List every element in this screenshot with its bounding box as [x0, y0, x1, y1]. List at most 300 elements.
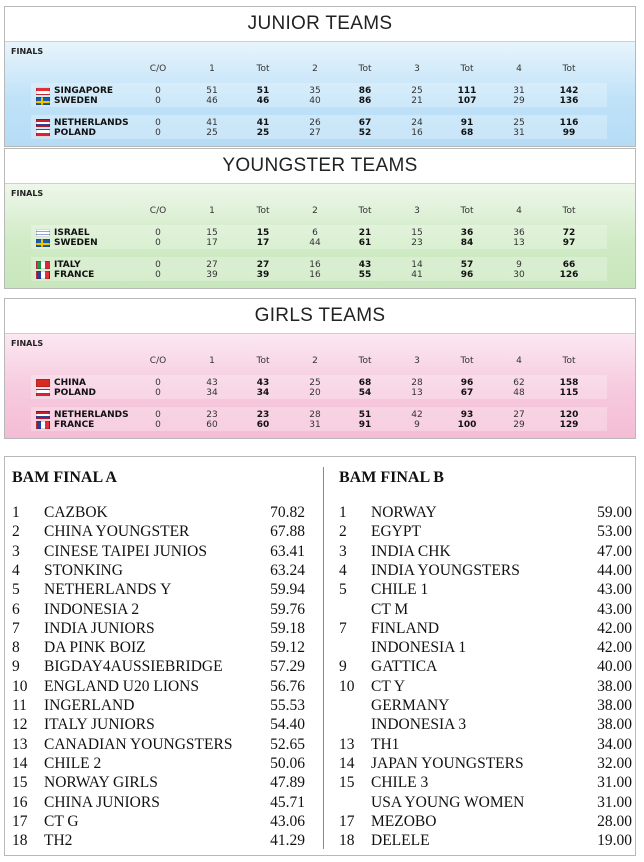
team-name: CT G: [44, 812, 79, 830]
column-header: 2: [312, 206, 318, 216]
france-flag-icon: [36, 421, 50, 429]
score-cell: 26: [309, 118, 321, 128]
bam-row: [339, 677, 637, 696]
column-header: Tot: [256, 64, 270, 74]
score-cell: 6: [312, 228, 318, 238]
score-cell: 15: [206, 228, 218, 238]
team-name: SWEDEN: [54, 238, 98, 248]
score-cell: 25: [309, 378, 321, 388]
team-name: SINGAPORE: [54, 86, 114, 96]
score-cell: 52: [358, 128, 372, 138]
bam-row: [339, 696, 637, 715]
score: 56.76: [270, 677, 305, 695]
score: 41.29: [270, 832, 305, 850]
column-header: 1: [209, 206, 215, 216]
score-cell: 99: [562, 128, 576, 138]
team-name: STONKING: [44, 561, 123, 579]
score: 38.00: [597, 677, 632, 695]
score-cell: 97: [562, 238, 576, 248]
score-cell: 27: [513, 410, 525, 420]
column-header: Tot: [358, 206, 372, 216]
team-name: MEZOBO: [371, 812, 437, 830]
rank: 2: [12, 523, 20, 541]
rank: 6: [12, 600, 20, 618]
rank: 3: [12, 542, 20, 560]
score-cell: 17: [206, 238, 218, 248]
column-header: Tot: [460, 206, 474, 216]
team-name: INGERLAND: [44, 697, 135, 714]
score-cell: 35: [309, 86, 321, 96]
bam-row: [12, 793, 310, 812]
team-name: CAZBOK: [44, 504, 108, 521]
score: 63.24: [270, 561, 305, 579]
team-name: FINLAND: [371, 619, 440, 637]
bam-row: [339, 754, 637, 773]
column-divider: [323, 467, 324, 849]
score-cell: 46: [256, 96, 270, 106]
score-cell: 43: [256, 378, 270, 388]
poland-flag-icon: [36, 389, 50, 397]
rank: 18: [12, 832, 28, 850]
table-title: YOUNGSTER TEAMS: [5, 149, 635, 184]
score: 40.00: [597, 658, 632, 676]
score-cell: 67: [358, 118, 372, 128]
netherlands-flag-icon: [36, 119, 50, 127]
bam-row: [339, 715, 637, 734]
team-name: POLAND: [54, 128, 96, 138]
column-header: 1: [209, 64, 215, 74]
column-header: Tot: [256, 356, 270, 366]
team-name: SWEDEN: [54, 96, 98, 106]
score-cell: 115: [559, 388, 579, 398]
score-cell: 0: [155, 378, 161, 388]
bam-row: [12, 831, 310, 850]
score: 31.00: [597, 793, 632, 811]
score-cell: 0: [155, 228, 161, 238]
column-header: Tot: [562, 206, 576, 216]
rank: 5: [12, 581, 20, 599]
column-header: 1: [209, 356, 215, 366]
bam-row: [339, 542, 637, 561]
score-cell: 136: [559, 96, 579, 106]
score: 42.00: [597, 639, 632, 657]
table-body: [5, 334, 635, 438]
table-title: GIRLS TEAMS: [5, 299, 635, 334]
score: 59.94: [270, 581, 305, 599]
score-cell: 27: [256, 260, 270, 270]
rank: 12: [12, 716, 28, 734]
score: 55.53: [270, 697, 305, 714]
score-cell: 27: [309, 128, 321, 138]
score: 59.76: [270, 600, 305, 618]
score-cell: 24: [411, 118, 423, 128]
rank: 18: [339, 832, 355, 850]
column-header: Tot: [358, 356, 372, 366]
team-name: ENGLAND U20 LIONS: [44, 677, 199, 695]
score-cell: 31: [309, 420, 321, 430]
team-name: INDONESIA 3: [371, 716, 467, 734]
score-cell: 23: [256, 410, 270, 420]
sweden-flag-icon: [36, 97, 50, 105]
score-cell: 51: [256, 86, 270, 96]
score-cell: 60: [256, 420, 270, 430]
rank: 15: [12, 774, 28, 792]
score-cell: 57: [460, 260, 474, 270]
bam-row: [12, 638, 310, 657]
rank: 5: [339, 581, 347, 599]
score: 28.00: [597, 812, 632, 830]
team-name: CINESE TAIPEI JUNIOS: [44, 542, 207, 560]
team-name: DA PINK BOIZ: [44, 639, 146, 657]
poland-flag-icon: [36, 129, 50, 137]
rank: 9: [339, 658, 347, 676]
score-cell: 34: [256, 388, 270, 398]
bam-final-b: [339, 457, 639, 855]
score-cell: 29: [513, 420, 525, 430]
team-name: GATTICA: [371, 658, 438, 676]
bam-row: [339, 831, 637, 850]
score: 50.06: [270, 754, 305, 772]
score-cell: 0: [155, 128, 161, 138]
bam-row: [339, 793, 637, 812]
score-cell: 86: [358, 86, 372, 96]
team-name: CANADIAN YOUNGSTERS: [44, 735, 233, 753]
bam-row: [339, 600, 637, 619]
score-cell: 39: [256, 270, 270, 280]
score-cell: 61: [358, 238, 372, 248]
score: 32.00: [597, 754, 632, 772]
score-cell: 16: [411, 128, 423, 138]
score: 70.82: [270, 504, 305, 521]
team-name: CHINA JUNIORS: [44, 793, 160, 811]
team-name: ITALY: [54, 260, 81, 270]
score-cell: 158: [559, 378, 579, 388]
score-cell: 0: [155, 410, 161, 420]
column-header: Tot: [256, 206, 270, 216]
score-cell: 68: [358, 378, 372, 388]
israel-flag-icon: [36, 229, 50, 237]
bam-row: [12, 773, 310, 792]
score-cell: 16: [309, 260, 321, 270]
score-cell: 142: [559, 86, 579, 96]
score-cell: 0: [155, 270, 161, 280]
column-header: Tot: [460, 356, 474, 366]
rank: 13: [339, 735, 355, 753]
score-cell: 129: [559, 420, 579, 430]
score-cell: 9: [516, 260, 522, 270]
column-header: Tot: [562, 356, 576, 366]
score-cell: 43: [358, 260, 372, 270]
score: 19.00: [597, 832, 632, 850]
score: 43.00: [597, 600, 632, 618]
score-cell: 46: [206, 96, 218, 106]
rank: 15: [339, 774, 355, 792]
score-cell: 31: [513, 86, 525, 96]
score-cell: 28: [411, 378, 423, 388]
score-cell: 40: [309, 96, 321, 106]
column-header: 3: [414, 206, 420, 216]
column-header: 3: [414, 64, 420, 74]
column-header: 4: [516, 206, 522, 216]
bam-row: [339, 638, 637, 657]
bam-row: [12, 715, 310, 734]
team-name: DELELE: [371, 832, 430, 850]
team-name: FRANCE: [54, 420, 95, 430]
score-cell: 15: [411, 228, 423, 238]
bam-row: [339, 812, 637, 831]
score: 63.41: [270, 542, 305, 560]
team-name: INDIA CHK: [371, 542, 451, 560]
column-header: 3: [414, 356, 420, 366]
rank: 4: [339, 561, 347, 579]
rank: 2: [339, 523, 347, 541]
rank: 8: [12, 639, 20, 657]
team-name: NORWAY GIRLS: [44, 774, 158, 792]
team-name: CHINA YOUNGSTER: [44, 523, 190, 541]
score-cell: 9: [414, 420, 420, 430]
score: 52.65: [270, 735, 305, 753]
score-cell: 66: [562, 260, 576, 270]
bam-row: [339, 561, 637, 580]
bam-row: [12, 735, 310, 754]
score-cell: 13: [513, 238, 525, 248]
bam-row: [339, 503, 637, 522]
rank: 14: [12, 754, 28, 772]
score-cell: 16: [309, 270, 321, 280]
china-flag-icon: [36, 379, 50, 387]
team-name: TH1: [371, 735, 400, 753]
bam-row: [339, 522, 637, 541]
score: 54.40: [270, 716, 305, 734]
team-name: CT M: [371, 600, 409, 618]
team-name: INDIA YOUNGSTERS: [371, 561, 520, 579]
column-header: C/O: [149, 206, 167, 216]
score-cell: 28: [309, 410, 321, 420]
score-cell: 41: [411, 270, 423, 280]
score-cell: 100: [457, 420, 477, 430]
bam-row: [12, 754, 310, 773]
score-cell: 86: [358, 96, 372, 106]
score-cell: 44: [309, 238, 321, 248]
rank: 3: [339, 542, 347, 560]
score: 38.00: [597, 697, 632, 714]
column-header: C/O: [149, 64, 167, 74]
score-cell: 60: [206, 420, 218, 430]
team-name: JAPAN YOUNGSTERS: [371, 754, 524, 772]
score-cell: 27: [206, 260, 218, 270]
score-cell: 21: [411, 96, 423, 106]
score-cell: 48: [513, 388, 525, 398]
score: 47.00: [597, 542, 632, 560]
rank: 7: [12, 619, 20, 637]
score-cell: 126: [559, 270, 579, 280]
finals-label: FINALS: [11, 339, 44, 348]
france-flag-icon: [36, 271, 50, 279]
score-cell: 41: [256, 118, 270, 128]
team-name: CT Y: [371, 677, 406, 695]
score: 57.29: [270, 658, 305, 676]
bam-title: BAM FINAL A: [12, 469, 117, 486]
bam-row: [12, 561, 310, 580]
score-cell: 0: [155, 420, 161, 430]
bam-row: [12, 619, 310, 638]
bam-row: [12, 696, 310, 715]
score-cell: 84: [460, 238, 474, 248]
score-cell: 0: [155, 118, 161, 128]
score-cell: 55: [358, 270, 372, 280]
score-cell: 62: [513, 378, 525, 388]
score-cell: 120: [559, 410, 579, 420]
score-cell: 43: [206, 378, 218, 388]
finals-label: FINALS: [11, 189, 44, 198]
bam-row: [12, 600, 310, 619]
score-cell: 54: [358, 388, 372, 398]
rank: 9: [12, 658, 20, 676]
score-cell: 0: [155, 388, 161, 398]
team-name: INDONESIA 2: [44, 600, 140, 618]
score-cell: 93: [460, 410, 474, 420]
rank: 7: [339, 619, 347, 637]
team-name: POLAND: [54, 388, 96, 398]
bam-row: [12, 503, 310, 522]
team-name: INDIA JUNIORS: [44, 619, 155, 637]
score: 59.12: [270, 639, 305, 657]
sweden-flag-icon: [36, 239, 50, 247]
column-header: 4: [516, 64, 522, 74]
column-header: Tot: [358, 64, 372, 74]
table-title: JUNIOR TEAMS: [5, 7, 635, 42]
score: 43.00: [597, 581, 632, 599]
score-cell: 25: [513, 118, 525, 128]
score: 47.89: [270, 774, 305, 792]
score-cell: 41: [206, 118, 218, 128]
team-name: FRANCE: [54, 270, 95, 280]
bam-row: [339, 619, 637, 638]
finals-label: FINALS: [11, 47, 44, 56]
bam-title: BAM FINAL B: [339, 469, 444, 486]
rank: 1: [339, 504, 347, 521]
column-header: 2: [312, 356, 318, 366]
score-cell: 30: [513, 270, 525, 280]
score-cell: 13: [411, 388, 423, 398]
italy-flag-icon: [36, 261, 50, 269]
rank: 16: [12, 793, 28, 811]
score: 38.00: [597, 716, 632, 734]
rank: 4: [12, 561, 20, 579]
score-cell: 23: [411, 238, 423, 248]
score: 59.00: [597, 504, 632, 521]
score-cell: 21: [358, 228, 372, 238]
score: 34.00: [597, 735, 632, 753]
score-cell: 20: [309, 388, 321, 398]
team-name: NORWAY: [371, 504, 437, 521]
score: 53.00: [597, 523, 632, 541]
score-cell: 91: [460, 118, 474, 128]
rank: 11: [12, 697, 27, 714]
score-cell: 0: [155, 96, 161, 106]
team-name: EGYPT: [371, 523, 421, 541]
score-cell: 36: [460, 228, 474, 238]
team-name: GERMANY: [371, 697, 450, 714]
score-cell: 0: [155, 86, 161, 96]
bam-row: [12, 677, 310, 696]
column-header: 4: [516, 356, 522, 366]
team-name: USA YOUNG WOMEN: [371, 793, 525, 811]
team-name: BIGDAY4AUSSIEBRIDGE: [44, 658, 223, 676]
bam-row: [12, 657, 310, 676]
score-cell: 17: [256, 238, 270, 248]
score-cell: 91: [358, 420, 372, 430]
team-name: NETHERLANDS Y: [44, 581, 172, 599]
table-body: [5, 42, 635, 146]
score-cell: 107: [457, 96, 477, 106]
score-cell: 42: [411, 410, 423, 420]
bam-row: [12, 812, 310, 831]
score-cell: 31: [513, 128, 525, 138]
bam-results: [4, 456, 636, 856]
score-cell: 25: [256, 128, 270, 138]
score: 44.00: [597, 561, 632, 579]
bam-row: [339, 657, 637, 676]
table-body: [5, 184, 635, 288]
singapore-flag-icon: [36, 87, 50, 95]
score-cell: 111: [457, 86, 477, 96]
bam-row: [12, 580, 310, 599]
team-table-girls: [4, 298, 636, 439]
score-cell: 29: [513, 96, 525, 106]
team-name: CHILE 2: [44, 754, 102, 772]
score-cell: 51: [206, 86, 218, 96]
team-name: CHILE 1: [371, 581, 429, 599]
score: 59.18: [270, 619, 305, 637]
score: 67.88: [270, 523, 305, 541]
column-header: Tot: [460, 64, 474, 74]
score-cell: 34: [206, 388, 218, 398]
score-cell: 96: [460, 378, 474, 388]
score-cell: 96: [460, 270, 474, 280]
score: 31.00: [597, 774, 632, 792]
rank: 10: [12, 677, 28, 695]
team-name: TH2: [44, 832, 73, 850]
team-name: INDONESIA 1: [371, 639, 467, 657]
score-cell: 25: [206, 128, 218, 138]
rank: 13: [12, 735, 28, 753]
bam-row: [339, 580, 637, 599]
score-cell: 0: [155, 260, 161, 270]
team-name: ISRAEL: [54, 228, 90, 238]
score-cell: 14: [411, 260, 423, 270]
rank: 14: [339, 754, 355, 772]
score-cell: 68: [460, 128, 474, 138]
rank: 10: [339, 677, 355, 695]
score-cell: 36: [513, 228, 525, 238]
score-cell: 72: [562, 228, 576, 238]
score: 43.06: [270, 812, 305, 830]
score-cell: 25: [411, 86, 423, 96]
rank: 1: [12, 504, 20, 521]
bam-row: [339, 735, 637, 754]
rank: 17: [12, 812, 28, 830]
team-table-youngster: [4, 148, 636, 289]
column-header: 2: [312, 64, 318, 74]
score-cell: 15: [256, 228, 270, 238]
team-name: CHINA: [54, 378, 86, 388]
team-name: NETHERLANDS: [54, 410, 129, 420]
score-cell: 23: [206, 410, 218, 420]
team-name: ITALY JUNIORS: [44, 716, 155, 734]
score: 42.00: [597, 619, 632, 637]
netherlands-flag-icon: [36, 411, 50, 419]
